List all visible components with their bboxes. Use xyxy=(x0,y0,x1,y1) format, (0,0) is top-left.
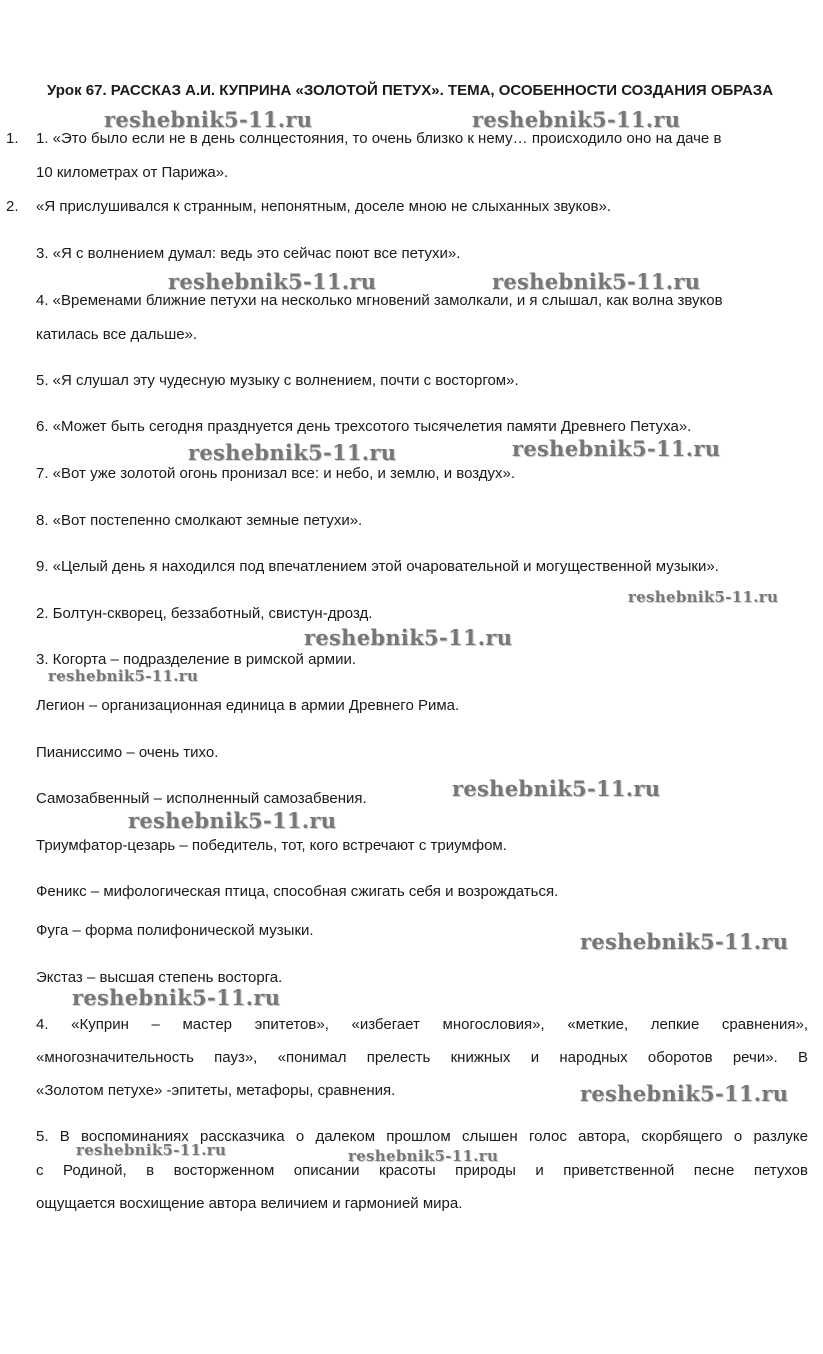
watermark: reshebnik5-11.ru xyxy=(348,1147,499,1165)
watermark: reshebnik5-11.ru xyxy=(512,436,721,461)
watermark: reshebnik5-11.ru xyxy=(48,667,199,685)
answer-line: с Родиной, в восторженном описании красоты природы и приветственной песне петухов xyxy=(36,1162,808,1179)
answer-line: «Я прислушивался к странным, непонятным, доселе мною не слыханных звуков». xyxy=(36,198,612,215)
answer-line: 10 километрах от Парижа». xyxy=(36,164,229,181)
watermark: reshebnik5-11.ru xyxy=(472,107,681,132)
answer-line: катилась все дальше». xyxy=(36,326,198,343)
glossary-line: 3. Когорта – подразделение в римской армии. xyxy=(36,651,357,668)
answer-line: 6. «Может быть сегодня празднуется день трехсотого тысячелетия памяти Древнего Петуха». xyxy=(36,418,692,435)
watermark: reshebnik5-11.ru xyxy=(128,808,337,833)
watermark: reshebnik5-11.ru xyxy=(188,440,397,465)
watermark: reshebnik5-11.ru xyxy=(76,1141,227,1159)
watermark: reshebnik5-11.ru xyxy=(580,1081,789,1106)
answer-line: «многозначительность пауз», «понимал прелесть книжных и народных оборотов речи». В xyxy=(36,1049,808,1066)
watermark: reshebnik5-11.ru xyxy=(492,269,701,294)
answer-line: 9. «Целый день я находился под впечатлением этой очаровательной и могущественной музыки». xyxy=(36,558,719,575)
glossary-line: Экстаз – высшая степень восторга. xyxy=(36,969,283,986)
answer-line: 1. «Это было если не в день солнцестояния, то очень близко к нему… происходило оно на даче в xyxy=(36,130,722,147)
answer-line: 2. Болтун-скворец, беззаботный, свистун-дрозд. xyxy=(36,605,373,622)
watermark: reshebnik5-11.ru xyxy=(72,985,281,1010)
answer-line: 4. «Куприн – мастер эпитетов», «избегает многословия», «меткие, лепкие сравнения», xyxy=(36,1016,808,1033)
answer-line: 4. «Временами ближние петухи на несколько мгновений замолкали, и я слышал, как волна звуков xyxy=(36,292,723,309)
glossary-line: Самозабвенный – исполненный самозабвения. xyxy=(36,790,367,807)
watermark: reshebnik5-11.ru xyxy=(452,776,661,801)
answer-line: «Золотом петухе» -эпитеты, метафоры, сравнения. xyxy=(36,1082,396,1099)
answer-line: 5. «Я слушал эту чудесную музыку с волнением, почти с восторгом». xyxy=(36,372,519,389)
answer-line: 5. В воспоминаниях рассказчика о далеком прошлом слышен голос автора, скорбящего о разлуке xyxy=(36,1128,808,1145)
watermark: reshebnik5-11.ru xyxy=(628,588,779,606)
glossary-line: Пианиссимо – очень тихо. xyxy=(36,744,219,761)
answer-line: 7. «Вот уже золотой огонь пронизал все: и небо, и землю, и воздух». xyxy=(36,465,516,482)
glossary-line: Легион – организационная единица в армии Древнего Рима. xyxy=(36,697,460,714)
glossary-line: Триумфатор-цезарь – победитель, тот, кого встречают с триумфом. xyxy=(36,837,507,854)
watermark: reshebnik5-11.ru xyxy=(104,107,313,132)
answer-line: ощущается восхищение автора величием и гармонией мира. xyxy=(36,1195,463,1212)
answer-line: 3. «Я с волнением думал: ведь это сейчас поют все петухи». xyxy=(36,245,461,262)
answer-line: 8. «Вот постепенно смолкают земные петухи». xyxy=(36,512,363,529)
list-marker: 1. xyxy=(6,130,19,147)
page-title: Урок 67. РАССКАЗ А.И. КУПРИНА «ЗОЛОТОЙ ПЕТУХ». ТЕМА, ОСОБЕННОСТИ СОЗДАНИЯ ОБРАЗА xyxy=(47,82,774,99)
watermark: reshebnik5-11.ru xyxy=(580,929,789,954)
list-marker: 2. xyxy=(6,198,19,215)
watermark: reshebnik5-11.ru xyxy=(168,269,377,294)
glossary-line: Фуга – форма полифонической музыки. xyxy=(36,922,314,939)
glossary-line: Феникс – мифологическая птица, способная сжигать себя и возрождаться. xyxy=(36,883,559,900)
watermark: reshebnik5-11.ru xyxy=(304,625,513,650)
